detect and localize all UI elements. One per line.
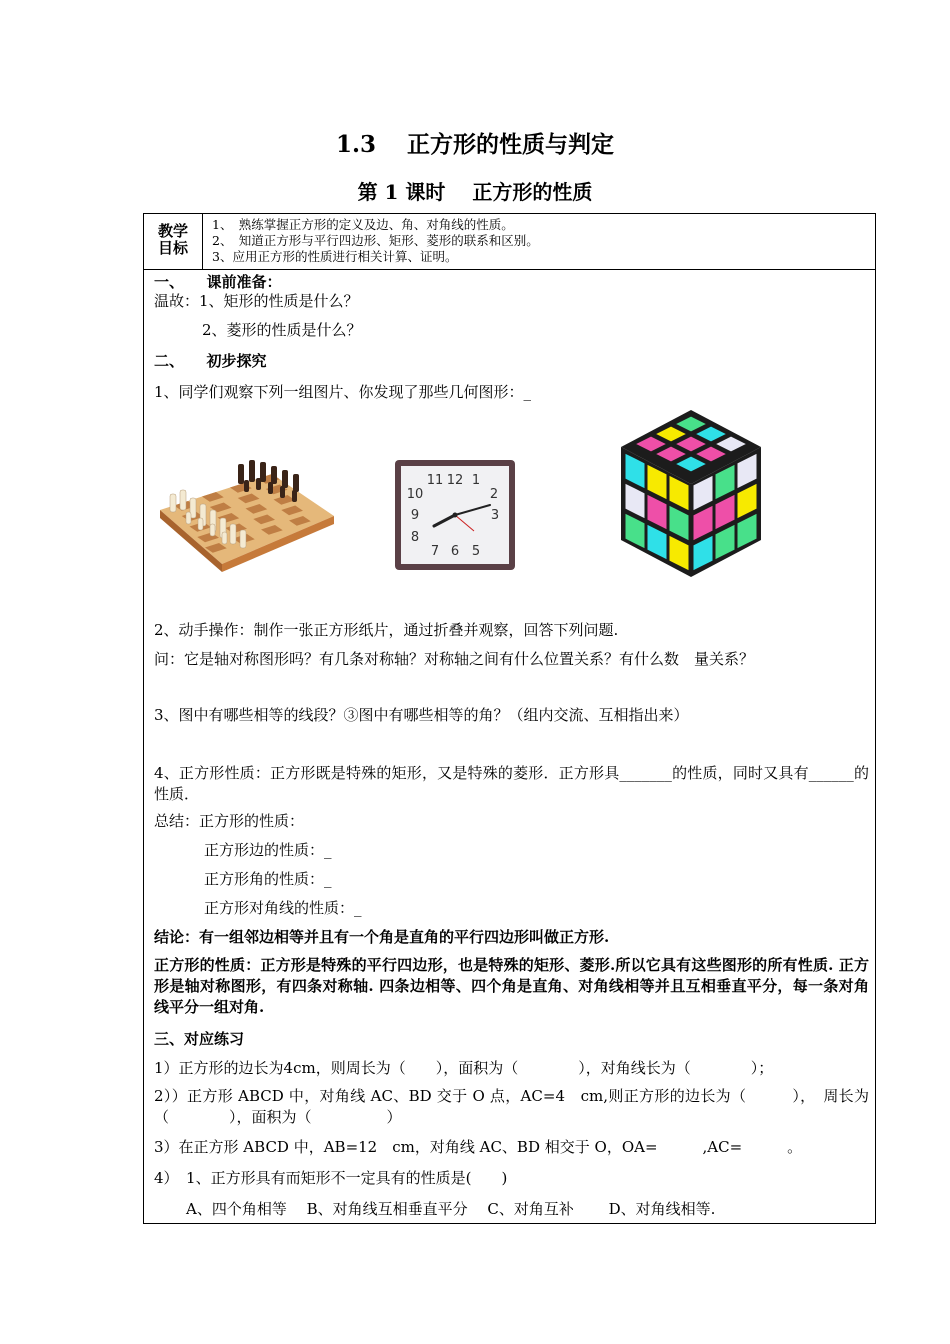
clock-num: 9 xyxy=(410,508,420,523)
question-1: 1、同学们观察下列一组图片、你发现了那些几何图形：_ xyxy=(154,383,532,401)
review-question-2: 2、菱形的性质是什么？ xyxy=(202,321,362,339)
objectives-label-line2: 目标 xyxy=(157,239,188,257)
question-4: 4、正方形性质：正方形既是特殊的矩形，又是特殊的菱形．正方形具_______的性质，同时又具有______的性质． xyxy=(154,764,869,803)
prep-heading: 一、 课前准备： xyxy=(154,273,282,291)
chessboard-image xyxy=(156,458,338,578)
clock-num: 8 xyxy=(410,530,420,545)
clock-num: 5 xyxy=(471,544,481,559)
angle-property: 正方形角的性质：_ xyxy=(204,870,332,888)
clock-num: 6 xyxy=(450,544,460,559)
question-2: 2、动手操作：制作一张正方形纸片，通过折叠并观察，回答下列问题. xyxy=(154,621,619,639)
properties-summary: 正方形的性质：正方形是特殊的平行四边形，也是特殊的矩形、菱形.所以它具有这些图形的所有性质. 正方形是轴对称图形，有四条对称轴. 四条边相等、四个角是直角、对角线相等并且互相垂直平分，每一条对角线平分一组对角. xyxy=(154,956,869,1016)
lesson-table xyxy=(143,213,876,1224)
objective-item: 2、 知道正方形与平行四边形、矩形、菱形的联系和区别。 xyxy=(212,233,539,248)
clock-num: 7 xyxy=(430,544,440,559)
clock-num: 10 xyxy=(406,487,424,502)
objectives-list xyxy=(212,217,539,265)
objective-item: 1、 熟练掌握正方形的定义及边、角、对角线的性质。 xyxy=(212,217,514,232)
practice-heading: 三、对应练习 xyxy=(154,1030,245,1048)
summary-heading: 总结：正方形的性质： xyxy=(154,812,305,830)
review-question-1: 温故：1、矩形的性质是什么？ xyxy=(154,292,359,310)
objectives-label-line1: 教学 xyxy=(157,222,188,240)
objective-item: 3、应用正方形的性质进行相关计算、证明。 xyxy=(212,249,458,264)
rubiks-cube-image xyxy=(618,407,764,579)
practice-4: 4） 1、正方形具有而矩形不一定具有的性质是( ) xyxy=(154,1169,508,1187)
practice-4-options: A、四个角相等 B、对角线互相垂直平分 C、对角互补 D、对角线相等. xyxy=(186,1200,716,1218)
practice-1: 1）正方形的边长为4cm，则周长为（ ），面积为（ ），对角线长为（ ）； xyxy=(154,1059,774,1077)
explore-heading: 二、 初步探究 xyxy=(154,352,267,370)
practice-3: 3）在正方形 ABCD 中，AB=12 cm，对角线 AC、BD 相交于 O，OA= ,AC= 。 xyxy=(154,1138,803,1156)
page-title: 1.3 正方形的性质与判定 xyxy=(335,131,615,158)
question-3: 3、图中有哪些相等的线段？③图中有哪些相等的角？（组内交流、互相指出来） xyxy=(154,706,689,724)
practice-2: 2））正方形 ABCD 中，对角线 AC、BD 交于 O 点，AC=4 cm,则正方形的边长为（ ）， 周长为（ ），面积为（ ） xyxy=(154,1087,869,1126)
square-clock-image xyxy=(394,459,516,571)
side-property: 正方形边的性质：_ xyxy=(204,841,332,859)
objectives-row xyxy=(144,214,875,270)
lesson-subtitle: 第 1 课时 正方形的性质 xyxy=(357,180,593,204)
clock-num: 3 xyxy=(490,508,500,523)
diagonal-property: 正方形对角线的性质：_ xyxy=(204,899,362,917)
clock-num: 11 xyxy=(426,473,444,488)
clock-num: 12 xyxy=(446,473,464,488)
question-2-ask: 问：它是轴对称图形吗？有几条对称轴？对称轴之间有什么位置关系？有什么数 量关系？ xyxy=(154,650,755,668)
objectives-label xyxy=(144,214,203,269)
conclusion: 结论：有一组邻边相等并且有一个角是直角的平行四边形叫做正方形. xyxy=(154,928,610,946)
clock-num: 2 xyxy=(489,487,499,502)
clock-num: 1 xyxy=(471,473,481,488)
